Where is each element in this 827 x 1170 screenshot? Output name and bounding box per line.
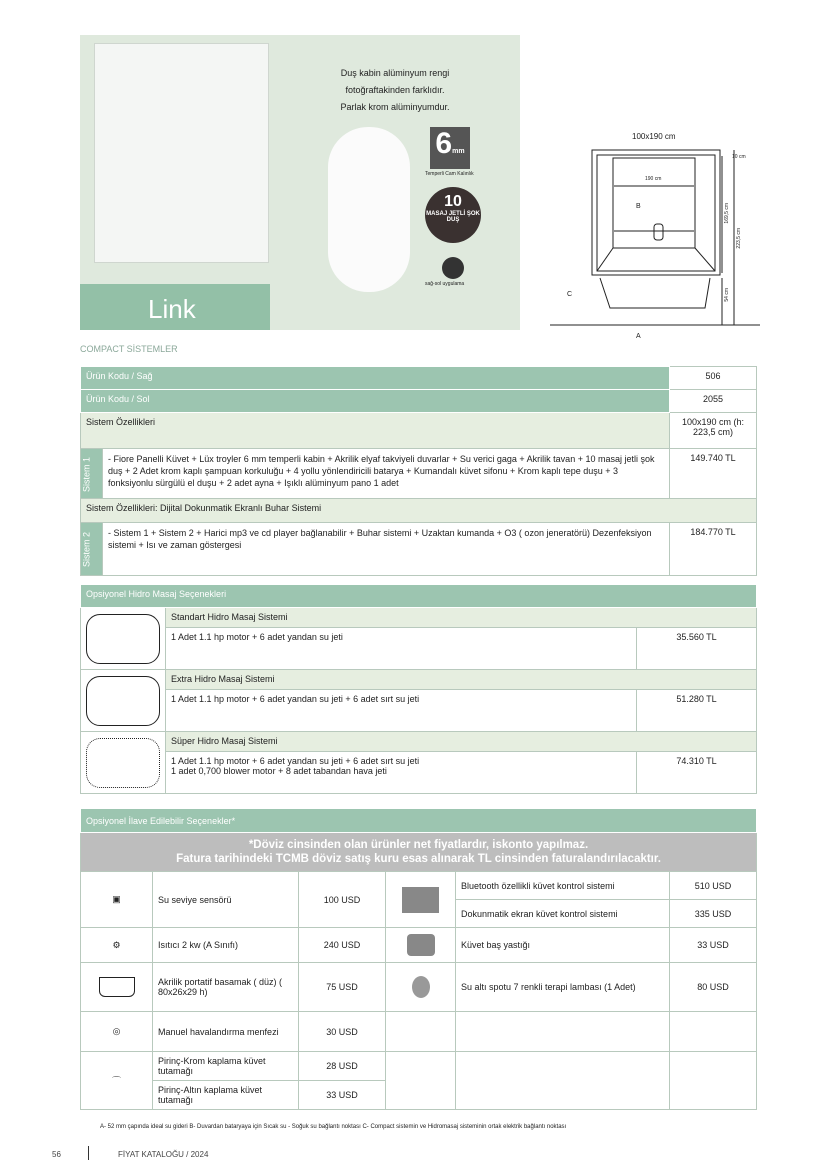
option-name: Bluetooth özellikli küvet kontrol sistemi: [456, 872, 670, 900]
product-name: Link: [80, 284, 270, 330]
glass-label: Temperli Cam Kalınlık: [425, 171, 474, 177]
hydro-table: [80, 584, 757, 794]
glass-thickness-badge: 6mm: [430, 127, 470, 169]
options-table: [80, 808, 757, 1110]
option-price: 28 USD: [299, 1052, 386, 1081]
notice-line: *Döviz cinsinden olan ürünler net fiyatlardır, iskonto yapılmaz.: [248, 839, 589, 851]
system1-desc: - Fiore Panelli Küvet + Lüx troyler 6 mm temperli kabin + Akrilik elyaf takviyeli duvarlar + Su verici gaga + Akrilik tavan + 10 masaj jetli şok duş + 2 Adet krom kaplı şampuan korkuluğu + 4 yollu yönlendiricili batarya + Kumandalı küvet sifonu + Krom kaplı tepe duşu + 3 fonksiyonlu sürgülü el duşu + 2 adet ayna + Işıklı alüminyum pano 1 adet: [103, 449, 670, 499]
hydro-title: Opsiyonel Hidro Masaj Seçenekleri: [81, 585, 757, 608]
label-a: A: [636, 333, 641, 340]
option-price: 335 USD: [670, 900, 757, 928]
reversible-icon: [442, 257, 464, 279]
dimensions: 100x190 cm (h: 223,5 cm): [670, 413, 757, 449]
step-icon: [81, 963, 153, 1012]
tub-super-icon: [81, 732, 166, 794]
systems-table: [80, 366, 757, 576]
height-upper: 169,5 cm: [724, 203, 730, 224]
height-total: 223,5 cm: [736, 228, 742, 249]
hydro-name: Süper Hidro Masaj Sistemi: [166, 732, 757, 752]
color-note: [320, 65, 470, 116]
control-panel-icon: [386, 872, 456, 928]
option-name: Dokunmatik ekran küvet kontrol sistemi: [456, 900, 670, 928]
heater-icon: ⚙: [81, 928, 153, 963]
empty-cell: [386, 1012, 456, 1052]
hydro-desc: 1 Adet 1.1 hp motor + 6 adet yandan su jeti: [166, 628, 637, 670]
empty-cell: [456, 1052, 670, 1110]
hydro-name: Standart Hidro Masaj Sistemi: [166, 608, 757, 628]
jets-badge: 10 MASAJ JETLİ ŞOK DUŞ: [425, 187, 481, 243]
option-price: 80 USD: [670, 963, 757, 1012]
reversible-label: sağ-sol uygulama: [425, 281, 465, 287]
option-name: Akrilik portatif basamak ( düz) ( 80x26x29 h): [153, 963, 299, 1012]
empty-cell: [670, 1012, 757, 1052]
option-name: Su altı spotu 7 renkli terapi lambası (1 Adet): [456, 963, 670, 1012]
drawing-lines: [540, 128, 760, 343]
tub-standard-icon: [81, 608, 166, 670]
system2-price: 184.770 TL: [670, 523, 757, 576]
option-price: 30 USD: [299, 1012, 386, 1052]
system1-price: 149.740 TL: [670, 449, 757, 499]
system1-label: Sistem 1: [81, 449, 103, 499]
option-price: 75 USD: [299, 963, 386, 1012]
options-title: Opsiyonel İlave Edilebilir Seçenekler*: [81, 809, 757, 833]
code-left-label: Ürün Kodu / Sol: [81, 390, 670, 413]
code-left: 2055: [670, 390, 757, 413]
width-label: 190 cm: [645, 176, 662, 182]
technical-drawing: [540, 128, 760, 343]
handle-icon: ⌒: [81, 1052, 153, 1110]
divider: [88, 1146, 89, 1160]
hydro-name: Extra Hidro Masaj Sistemi: [166, 670, 757, 690]
option-price: 240 USD: [299, 928, 386, 963]
hydro-desc: 1 Adet 1.1 hp motor + 6 adet yandan su jeti + 6 adet sırt su jeti: [166, 690, 637, 732]
hydro-price: 51.280 TL: [637, 690, 757, 732]
section-title: COMPACT SİSTEMLER: [80, 344, 178, 354]
spotlight-icon: [386, 963, 456, 1012]
option-price: 33 USD: [670, 928, 757, 963]
features2-label: Sistem Özellikleri: Dijital Dokunmatik Ekranlı Buhar Sistemi: [81, 499, 757, 523]
shower-cabin-image: [94, 43, 269, 263]
note-line: Duş kabin alüminyum rengi: [340, 68, 450, 78]
system2-label: Sistem 2: [81, 523, 103, 576]
option-name: Küvet baş yastığı: [456, 928, 670, 963]
system2-desc: - Sistem 1 + Sistem 2 + Harici mp3 ve cd player bağlanabilir + Buhar sistemi + Uzaktan kumanda + O3 ( ozon jeneratörü) Dezenfeksiyon sistemi + Isı ve zaman göstergesi: [103, 523, 670, 576]
option-name: Su seviye sensörü: [153, 872, 299, 928]
bathtub-image: [328, 127, 410, 292]
notice-line: Fatura tarihindeki TCMB döviz satış kuru esas alınarak TL cinsinden faturalandırılacaktır.: [176, 853, 661, 865]
footnote: A- 52 mm çapında ideal su gideri B- Duvardan bataryaya için Sıcak su - Soğuk su bağlantı noktası C- Compact sistemin ve Hidromasaj sisteminin ortak elektrik bağlantı noktası: [100, 1124, 567, 1130]
option-price: 100 USD: [299, 872, 386, 928]
note-line: Parlak krom alüminyumdur.: [340, 102, 450, 112]
hydro-desc-line: 1 adet 0,700 blower motor + 8 adet tabandan hava jeti: [171, 766, 387, 776]
headrest-icon: [386, 928, 456, 963]
hydro-price: 74.310 TL: [637, 752, 757, 794]
diagram-size: 100x190 cm: [632, 132, 676, 141]
hydro-desc-line: 1 Adet 1.1 hp motor + 6 adet yandan su jeti + 6 adet sırt su jeti: [171, 756, 420, 766]
label-b: B: [636, 203, 641, 210]
option-price: 510 USD: [670, 872, 757, 900]
empty-cell: [456, 1012, 670, 1052]
catalog-title: FİYAT KATALOĞU / 2024: [118, 1150, 209, 1159]
option-name: Pirinç-Altın kaplama küvet tutamağı: [153, 1081, 299, 1110]
label-c: C: [567, 291, 573, 298]
sensor-icon: ▣: [81, 872, 153, 928]
hydro-price: 35.560 TL: [637, 628, 757, 670]
empty-cell: [670, 1052, 757, 1110]
empty-cell: [386, 1052, 456, 1110]
code-right-label: Ürün Kodu / Sağ: [81, 367, 670, 390]
option-price: 33 USD: [299, 1081, 386, 1110]
hydro-desc: [166, 752, 637, 794]
height-lower: 54 cm: [724, 288, 730, 302]
product-photo: [80, 35, 520, 330]
features-label: Sistem Özellikleri: [81, 413, 670, 449]
code-right: 506: [670, 367, 757, 390]
vent-icon: ◎: [81, 1012, 153, 1052]
tub-extra-icon: [81, 670, 166, 732]
currency-notice: [81, 833, 757, 872]
note-line: fotoğraftakinden farklıdır.: [345, 85, 445, 95]
option-name: Isıtıcı 2 kw (A Sınıfı): [153, 928, 299, 963]
top-label: 10 cm: [732, 154, 746, 160]
option-name: Pirinç-Krom kaplama küvet tutamağı: [153, 1052, 299, 1081]
page-number: 56: [52, 1150, 61, 1159]
option-name: Manuel havalandırma menfezi: [153, 1012, 299, 1052]
